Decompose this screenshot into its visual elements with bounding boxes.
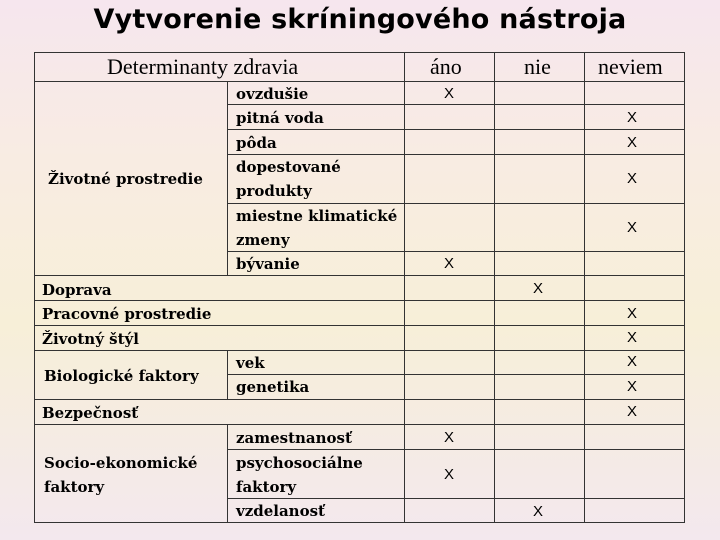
mark-climate-dontknow: X <box>627 219 638 236</box>
group-safety: Bezpečnosť <box>42 404 139 422</box>
mark-air-yes: X <box>444 85 455 102</box>
item-air: ovzdušie <box>236 85 309 103</box>
item-psychosocial-line1: psychosociálne <box>236 454 363 472</box>
group-socio-line2: faktory <box>44 478 105 496</box>
mark-lifestyle-dontknow: X <box>627 329 638 346</box>
group-transport: Doprava <box>42 281 112 299</box>
item-age: vek <box>236 354 265 372</box>
mark-age-dontknow: X <box>627 353 638 370</box>
mark-produce-dontknow: X <box>627 170 638 187</box>
mark-transport-no: X <box>533 280 544 297</box>
mark-water-dontknow: X <box>627 109 638 126</box>
mark-education-no: X <box>533 503 544 520</box>
item-water: pitná voda <box>236 109 324 127</box>
group-environment: Životné prostredie <box>48 170 203 188</box>
mark-safety-dontknow: X <box>627 403 638 420</box>
item-education: vzdelanosť <box>236 502 325 520</box>
group-work-environment: Pracovné prostredie <box>42 305 212 323</box>
item-produce-line2: produkty <box>236 182 312 200</box>
page-title: Vytvorenie skríningového nástroja <box>93 4 627 35</box>
group-biological: Biologické faktory <box>44 367 199 385</box>
item-climate-line1: miestne klimatické <box>236 207 398 225</box>
mark-employment-yes: X <box>444 429 455 446</box>
group-socio-line1: Socio-ekonomické <box>44 454 198 472</box>
item-genetics: genetika <box>236 378 310 396</box>
header-dontknow: neviem <box>598 54 663 79</box>
mark-housing-yes: X <box>444 255 455 272</box>
header-determinants: Determinanty zdravia <box>107 54 299 79</box>
mark-soil-dontknow: X <box>627 134 638 151</box>
item-psychosocial-line2: faktory <box>236 478 297 496</box>
mark-psychosocial-yes: X <box>444 466 455 483</box>
header-no: nie <box>524 54 551 79</box>
mark-work-dontknow: X <box>627 305 638 322</box>
item-employment: zamestnanosť <box>236 429 352 447</box>
item-soil: pôda <box>236 134 277 152</box>
mark-genetics-dontknow: X <box>627 378 638 395</box>
header-yes: áno <box>430 54 462 79</box>
item-housing: bývanie <box>236 255 300 273</box>
item-produce-line1: dopestované <box>236 158 341 176</box>
item-climate-line2: zmeny <box>236 231 290 249</box>
group-lifestyle: Životný štýl <box>42 330 139 348</box>
